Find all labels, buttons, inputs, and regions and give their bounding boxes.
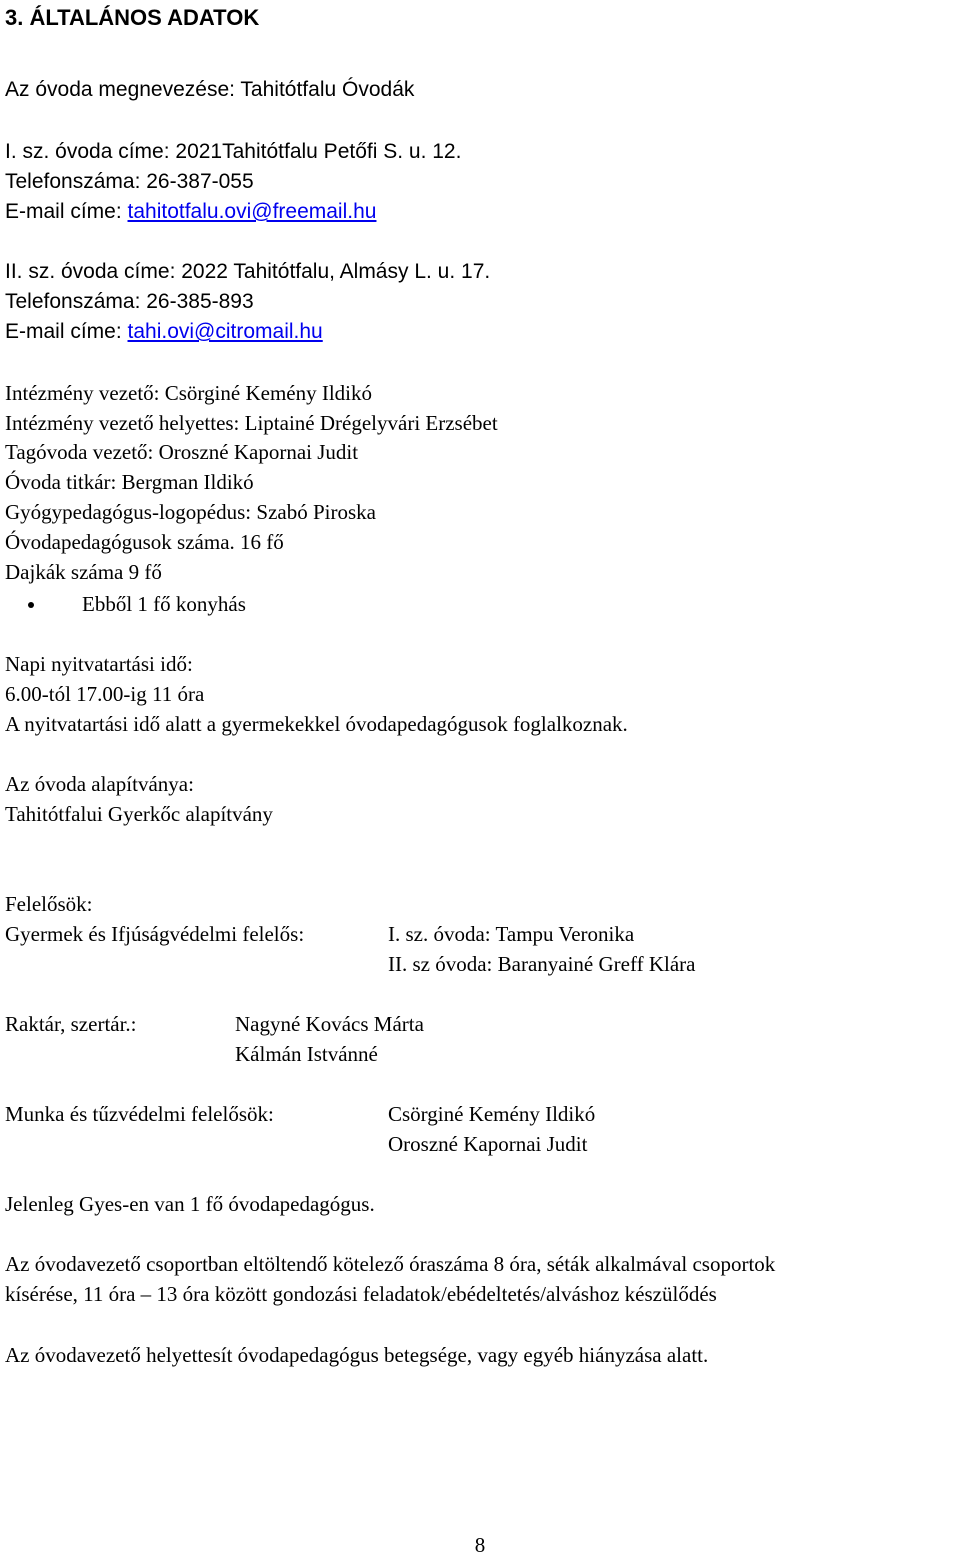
gyes-note: Jelenleg Gyes-en van 1 fő óvodapedagógus.: [5, 1192, 375, 1216]
bullet-text: Ebből 1 fő konyhás: [82, 592, 246, 616]
kindergarten-name: Az óvoda megnevezése: Tahitótfalu Óvodák: [5, 78, 415, 101]
staff-line: Tagóvoda vezető: Oroszné Kapornai Judit: [5, 440, 359, 464]
foundation-name: Tahitótfalui Gyerkőc alapítvány: [5, 802, 273, 826]
bullet-item: [0, 589, 400, 619]
staff-line: Intézmény vezető: Csörginé Kemény Ildikó: [5, 381, 373, 405]
safety-2: Oroszné Kapornai Judit: [388, 1132, 588, 1156]
staff-line: Dajkák száma 9 fő: [5, 560, 162, 584]
safety-1: Csörginé Kemény Ildikó: [388, 1102, 596, 1126]
hours-label: Napi nyitvatartási idő:: [5, 652, 193, 676]
hours-time: 6.00-tól 17.00-ig 11 óra: [5, 682, 205, 706]
kindergarten2-address: II. sz. óvoda címe: 2022 Tahitótfalu, Almásy L. u. 17.: [5, 260, 491, 283]
bullet-dot-icon: [28, 602, 34, 608]
child-protection-2: II. sz óvoda: Baranyainé Greff Klára: [388, 952, 696, 976]
storage-1: Nagyné Kovács Márta: [235, 1012, 424, 1036]
child-protection-label: Gyermek és Ifjúságvédelmi felelős:: [5, 922, 305, 946]
kindergarten1-email-line: [5, 197, 376, 227]
duty-paragraph-line1: Az óvodavezető csoportban eltöltendő kötelező óraszáma 8 óra, séták alkalmával csoportok: [5, 1252, 776, 1276]
section-heading: 3. ÁLTALÁNOS ADATOK: [5, 5, 260, 30]
foundation-label: Az óvoda alapítványa:: [5, 772, 194, 796]
page-number: 8: [474, 1533, 486, 1557]
substitute-note: Az óvodavezető helyettesít óvodapedagógus betegsége, vagy egyéb hiányzása alatt.: [5, 1343, 709, 1367]
kindergarten1-email-label: E-mail címe:: [5, 200, 128, 223]
child-protection-1: I. sz. óvoda: Tampu Veronika: [388, 922, 635, 946]
kindergarten2-phone: Telefonszáma: 26-385-893: [5, 290, 254, 313]
responsibles-label: Felelősök:: [5, 892, 93, 916]
kindergarten1-phone: Telefonszáma: 26-387-055: [5, 170, 254, 193]
kindergarten2-email-line: [5, 317, 323, 347]
staff-line: Intézmény vezető helyettes: Liptainé Drégelyvári Erzsébet: [5, 411, 498, 435]
staff-line: Óvoda titkár: Bergman Ildikó: [5, 470, 254, 494]
kindergarten1-address: I. sz. óvoda címe: 2021Tahitótfalu Petőfi S. u. 12.: [5, 140, 462, 163]
storage-label: Raktár, szertár.:: [5, 1012, 137, 1036]
staff-line: Gyógypedagógus-logopédus: Szabó Piroska: [5, 500, 376, 524]
safety-label: Munka és tűzvédelmi felelősök:: [5, 1102, 274, 1126]
storage-2: Kálmán Istvánné: [235, 1042, 378, 1066]
duty-paragraph-line2: kísérése, 11 óra – 13 óra között gondozási feladatok/ebédeltetés/alváshoz készülődés: [5, 1282, 717, 1306]
staff-line: Óvodapedagógusok száma. 16 fő: [5, 530, 284, 554]
kindergarten1-email-link[interactable]: tahitotfalu.ovi@freemail.hu: [127, 200, 377, 223]
hours-note: A nyitvatartási idő alatt a gyermekekkel óvodapedagógusok foglalkoznak.: [5, 712, 628, 736]
kindergarten2-email-link[interactable]: tahi.ovi@citromail.hu: [127, 320, 323, 343]
kindergarten2-email-label: E-mail címe:: [5, 320, 128, 343]
